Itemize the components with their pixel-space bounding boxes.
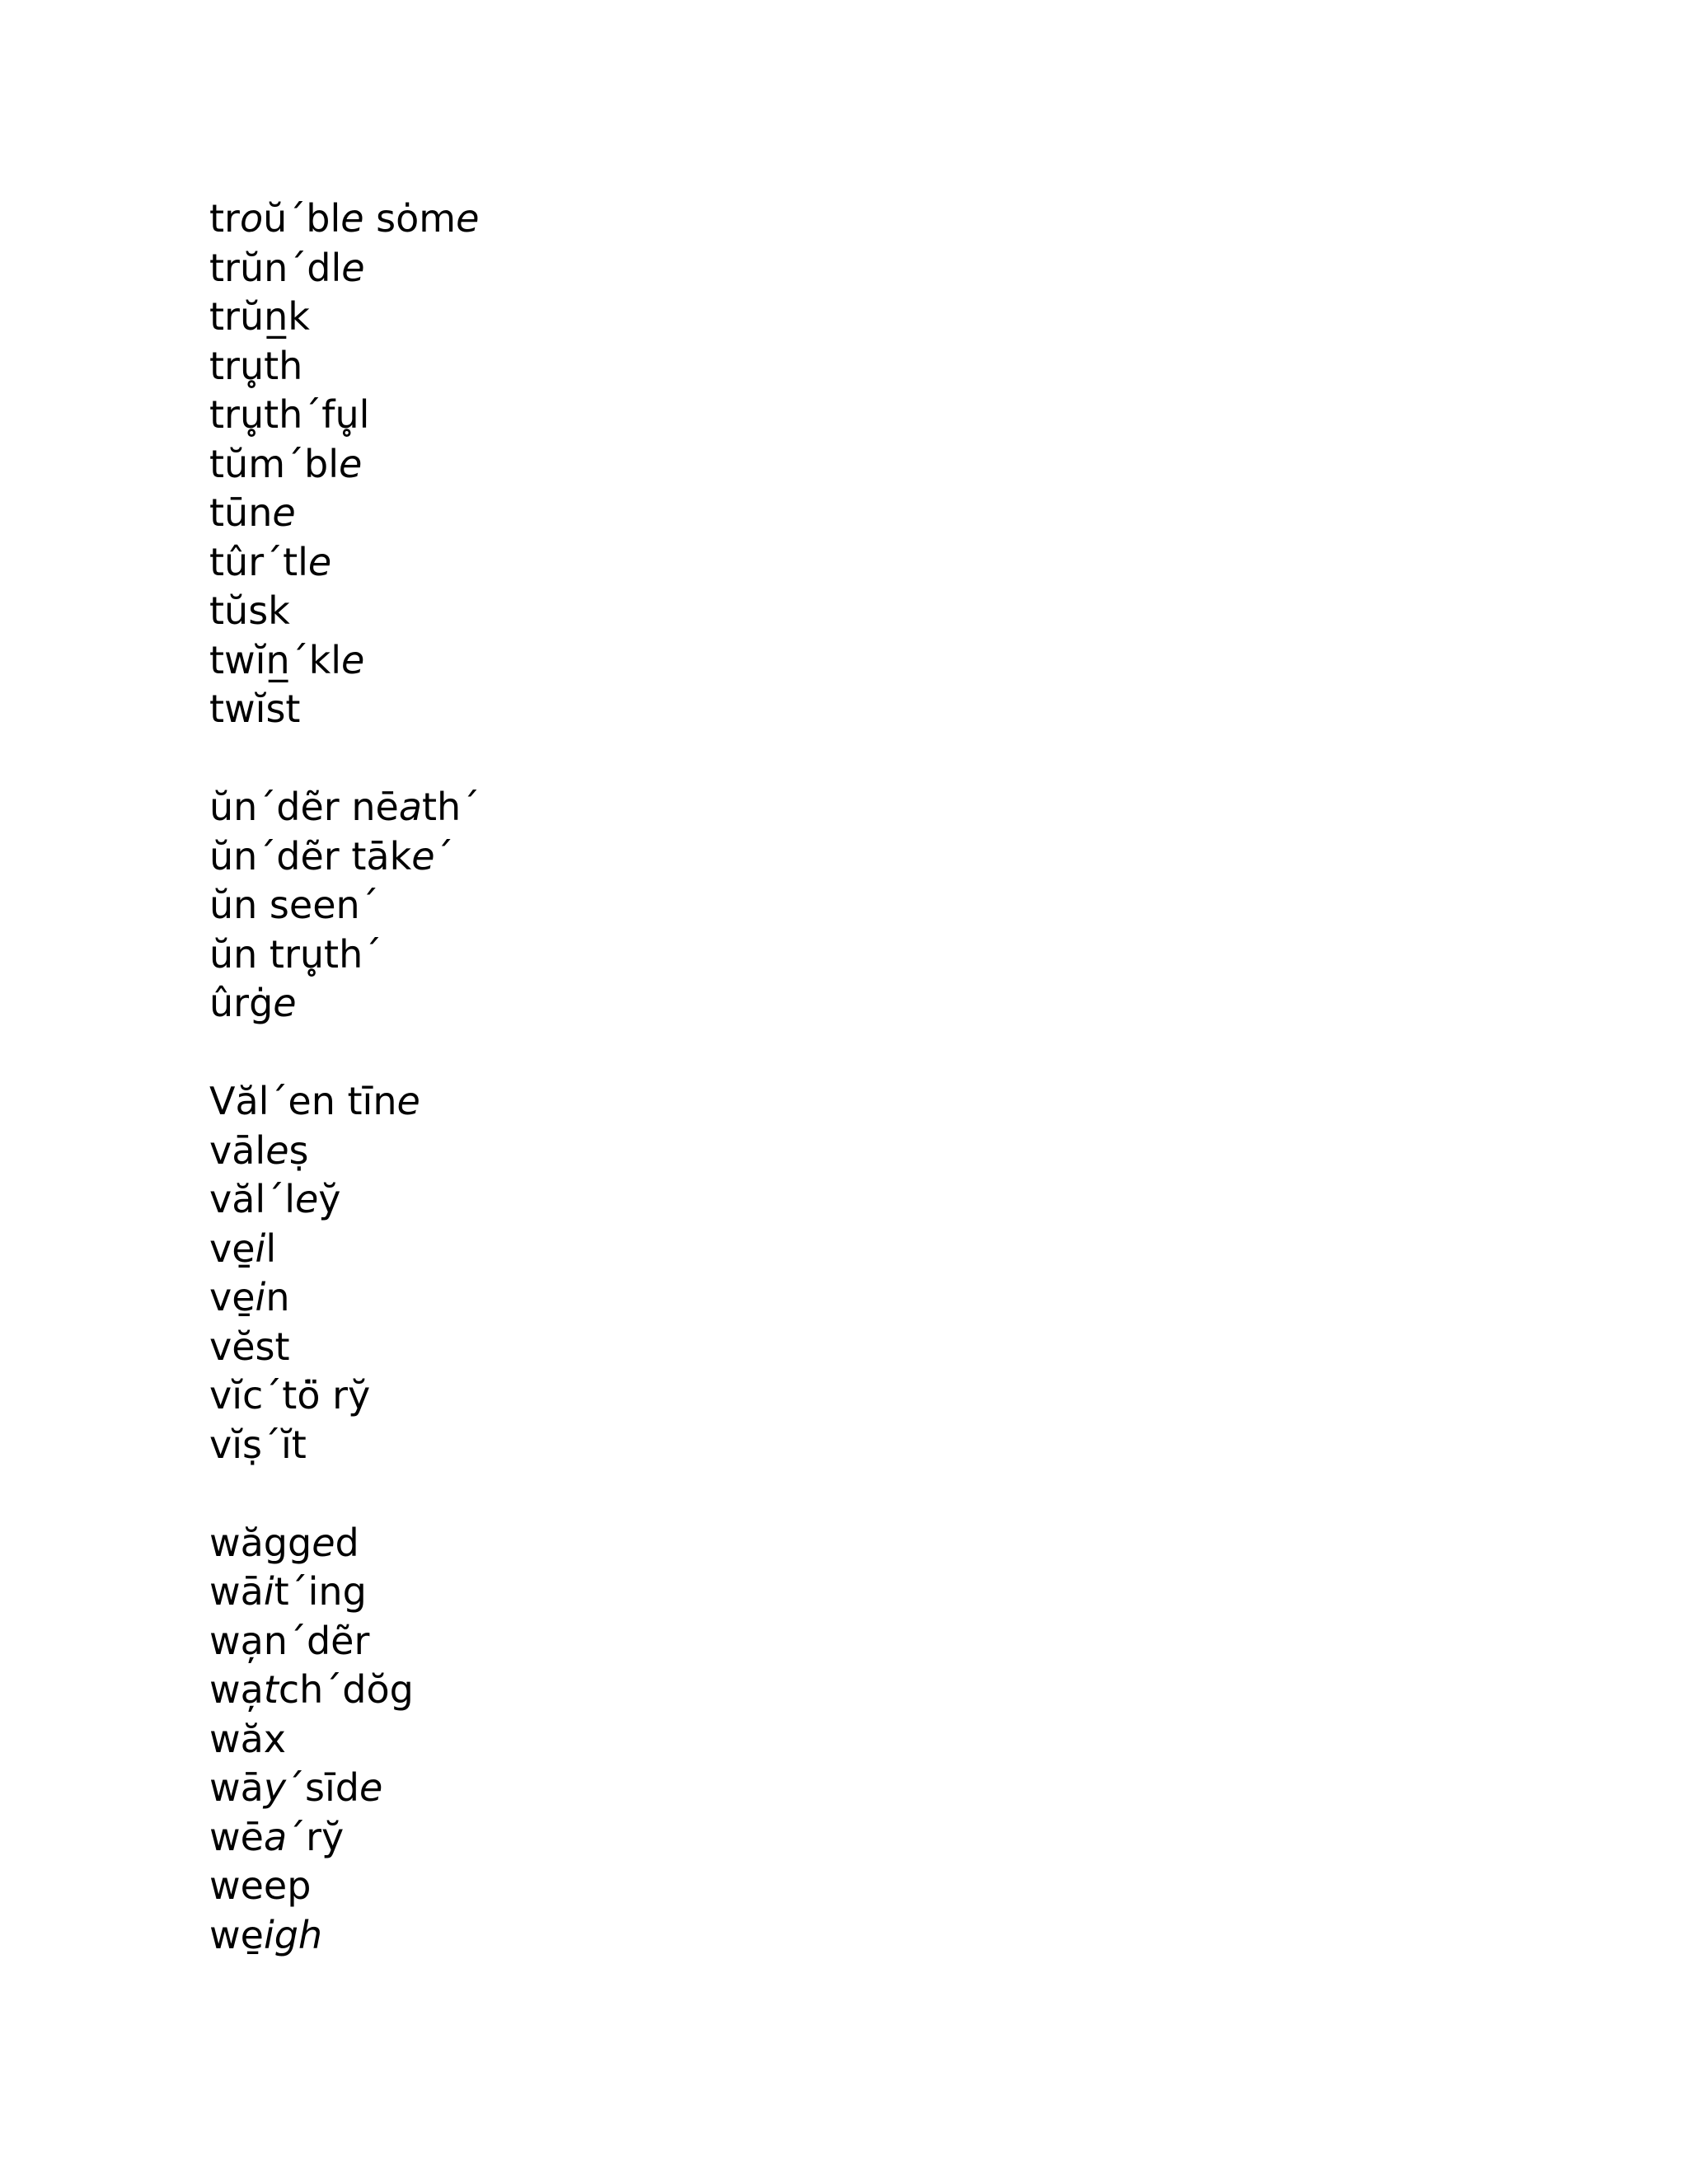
section-gap [209, 1029, 480, 1078]
silent-letter: i [255, 1226, 266, 1271]
word-entry [209, 1371, 480, 1421]
word-segment: ûrġ [209, 981, 274, 1025]
silent-letter: e [272, 490, 296, 535]
word-segment: we̱ [209, 1912, 264, 1957]
silent-letter: a [263, 1814, 288, 1859]
silent-letter: e [312, 1520, 335, 1565]
word-segment: wā [209, 1765, 264, 1810]
word-segment: twĭst [209, 687, 301, 731]
word-segment: vĭṣ´ĭt [209, 1422, 307, 1467]
word-entry [209, 881, 480, 930]
word-entry [209, 587, 480, 636]
silent-letter: e [411, 833, 435, 879]
silent-letter: e [307, 539, 332, 584]
word-segment: vāl [209, 1127, 266, 1173]
word-entry [209, 1127, 480, 1176]
word-segment: l [265, 1226, 277, 1271]
word-segment: wa̦ [209, 1667, 264, 1712]
word-segment: t´ing [274, 1569, 367, 1614]
word-entry [209, 1273, 480, 1323]
silent-letter: e [338, 441, 363, 486]
word-segment: tûr´tl [209, 539, 308, 584]
word-entry [209, 685, 480, 734]
word-segment: wē [209, 1814, 264, 1859]
word-entry [209, 440, 480, 490]
word-segment: y̆ [318, 1177, 341, 1221]
word-segment: wăx [209, 1716, 287, 1761]
section-gap [209, 1469, 480, 1519]
word-segment: văl´l [209, 1177, 295, 1221]
word-entry [209, 979, 480, 1029]
word-segment: vĭc´tȯ̈ ry̆ [209, 1373, 371, 1418]
silent-letter: e [265, 1127, 289, 1173]
section-gap [209, 734, 480, 784]
silent-letter: e [359, 1765, 383, 1810]
word-entry [209, 293, 480, 342]
word-entry [209, 538, 480, 588]
word-segment: ŭn tru̥th´ [209, 931, 382, 977]
word-entry [209, 1519, 480, 1568]
word-segment: th´ [422, 785, 481, 829]
silent-letter: e [341, 637, 365, 682]
word-entry [209, 342, 480, 391]
word-segment: ŭ´bl [263, 196, 341, 241]
word-segment: tŭm´bl [209, 441, 339, 486]
word-segment: vĕst [209, 1324, 290, 1369]
word-segment: tŭsk [209, 588, 290, 633]
silent-letter: e [273, 981, 297, 1025]
word-segment: ch´dŏg [278, 1667, 414, 1712]
word-segment: twĭn̲´kl [209, 637, 342, 682]
word-list [209, 194, 480, 1960]
word-entry [209, 1077, 480, 1127]
word-entry [209, 1175, 480, 1225]
word-segment: wăgg [209, 1520, 312, 1565]
silent-letter: a [398, 785, 423, 829]
word-segment: d [335, 1520, 359, 1565]
word-segment: ve̱ [209, 1226, 256, 1271]
word-segment: ´ry̆ [287, 1814, 345, 1859]
word-entry [209, 1813, 480, 1863]
silent-letter: e [456, 196, 480, 241]
word-segment: tr [209, 196, 240, 241]
word-entry [209, 489, 480, 538]
word-segment: trŭn´dl [209, 245, 342, 290]
word-segment: wa̦n´dẽr [209, 1618, 370, 1663]
silent-letter: e [396, 1079, 420, 1123]
word-segment: trŭn̲k [209, 294, 310, 339]
silent-letter: e [340, 196, 364, 241]
word-entry [209, 1911, 480, 1961]
word-entry [209, 1225, 480, 1274]
word-entry [209, 194, 480, 244]
word-segment: ´sīd [286, 1765, 359, 1810]
word-segment: weep [209, 1863, 312, 1908]
word-entry [209, 244, 480, 293]
silent-letter: igh [263, 1912, 323, 1957]
word-entry [209, 783, 480, 832]
word-segment: sȯm [363, 196, 457, 241]
word-entry [209, 1862, 480, 1911]
silent-letter: y [263, 1765, 287, 1810]
word-entry [209, 1323, 480, 1372]
word-entry [209, 1764, 480, 1813]
silent-letter: e [341, 245, 365, 290]
word-segment: n [265, 1275, 290, 1319]
silent-letter: t [263, 1667, 279, 1712]
silent-letter: o [239, 196, 264, 241]
word-entry [209, 1568, 480, 1617]
word-entry [209, 1666, 480, 1715]
word-segment: tru̥th´fu̥l [209, 392, 370, 437]
word-entry [209, 930, 480, 980]
word-entry [209, 1617, 480, 1666]
word-segment: tru̥th [209, 343, 303, 388]
word-entry [209, 1421, 480, 1470]
word-segment: ŭn´dẽr nē [209, 785, 399, 829]
word-segment: ŭn´dẽr tāk [209, 833, 412, 879]
word-segment: ŭn seen´ [209, 883, 379, 927]
silent-letter: i [255, 1275, 266, 1319]
word-entry [209, 832, 480, 882]
word-entry [209, 636, 480, 686]
silent-letter: i [263, 1569, 274, 1614]
word-entry [209, 1715, 480, 1765]
word-segment: ṣ [288, 1127, 309, 1173]
word-segment: ve̱ [209, 1275, 256, 1319]
word-segment: tūn [209, 490, 273, 535]
word-segment: Văl´en tīn [209, 1079, 397, 1123]
word-segment: wā [209, 1569, 264, 1614]
word-segment: ´ [434, 833, 454, 879]
word-entry [209, 391, 480, 440]
silent-letter: e [294, 1177, 319, 1221]
